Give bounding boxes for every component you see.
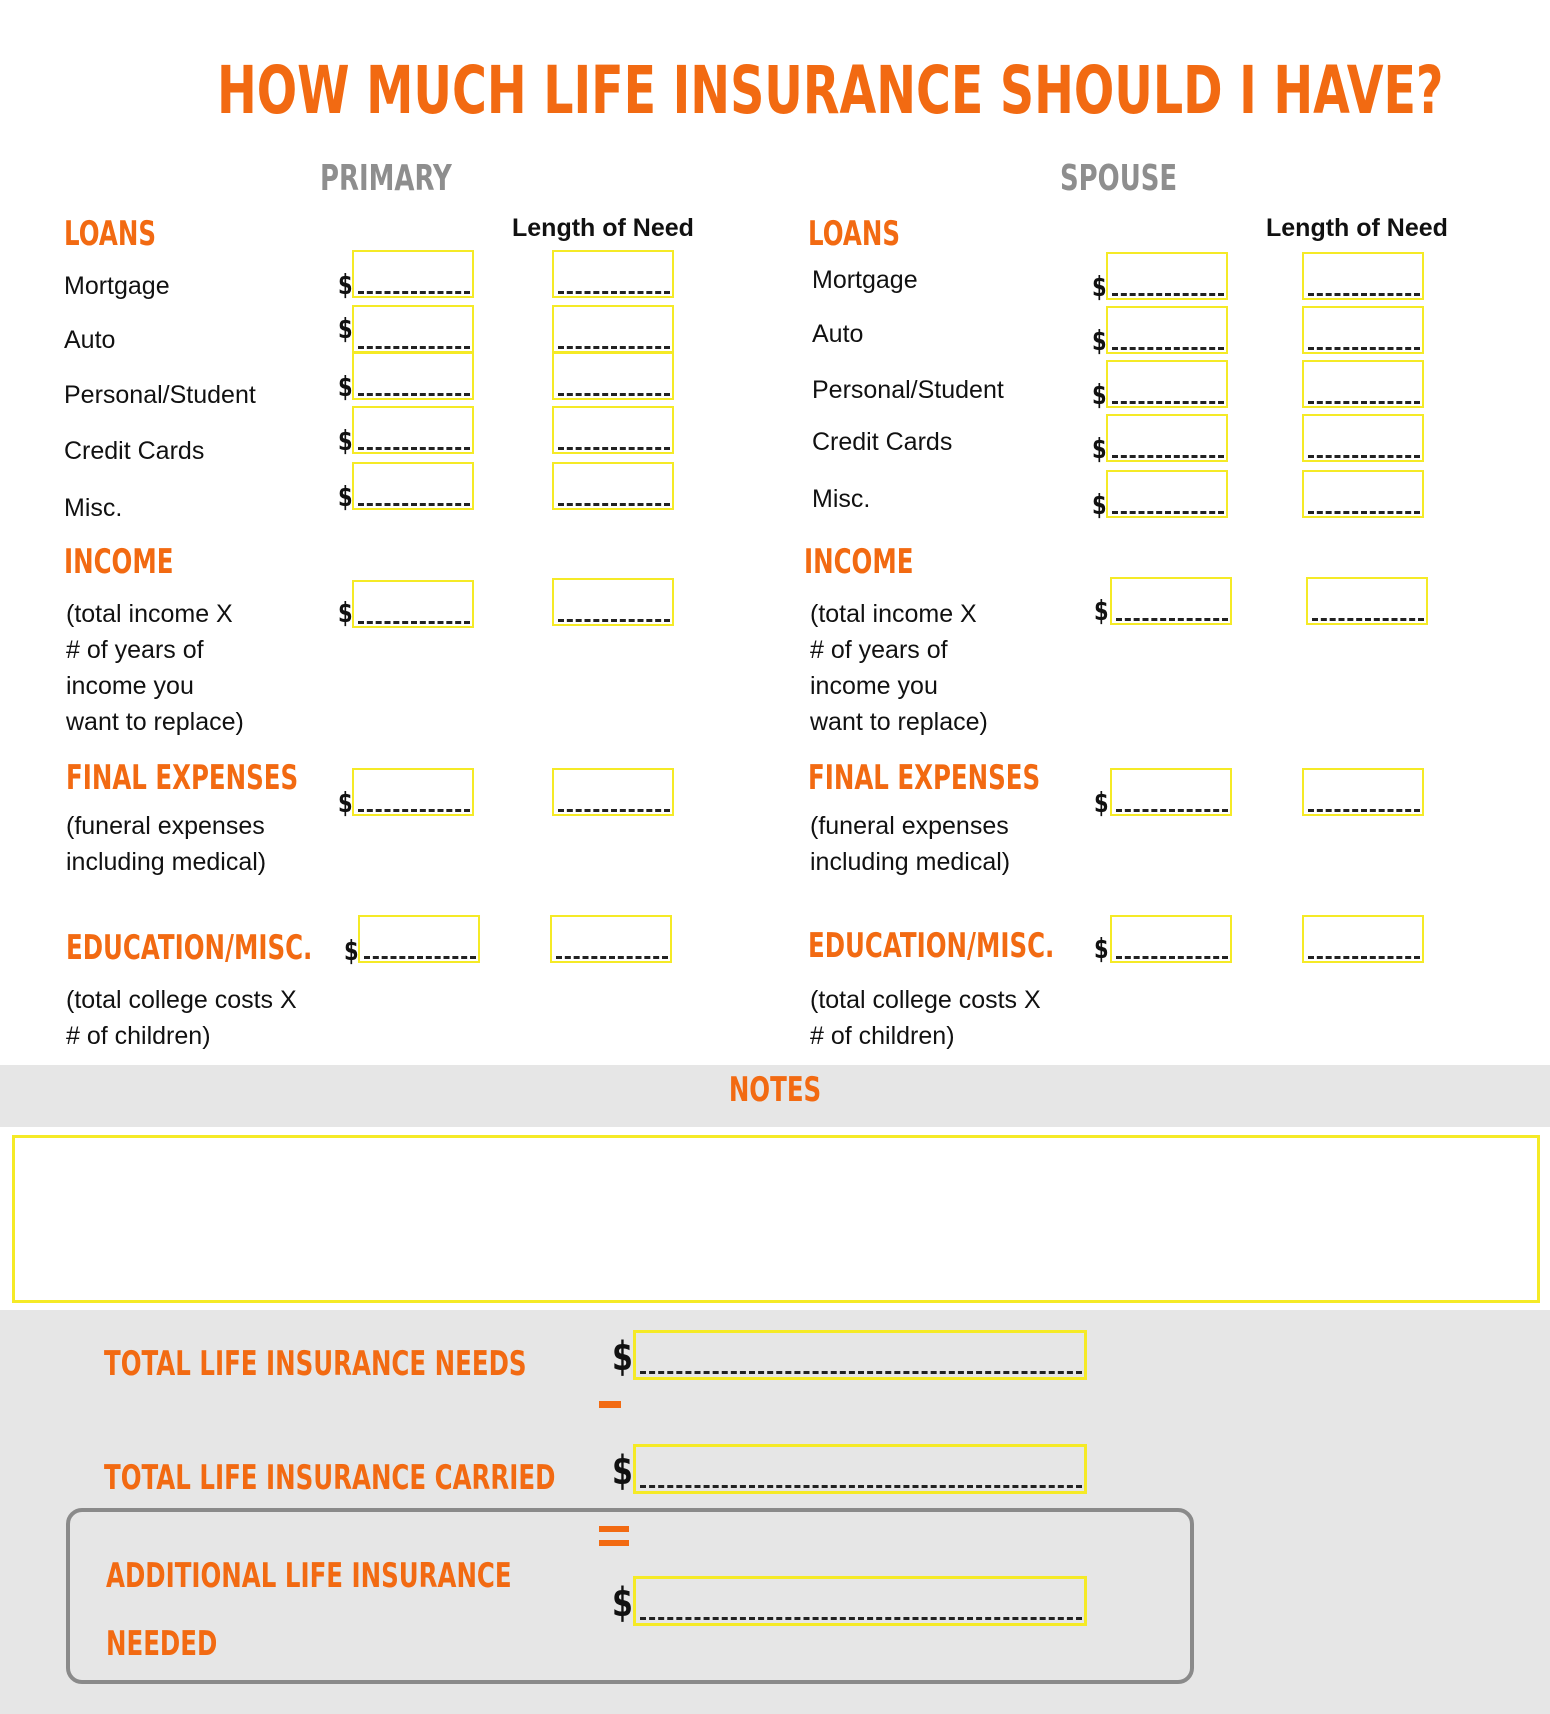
primary-auto-length-field[interactable] [552, 305, 674, 353]
primary-misc-length-field[interactable] [552, 462, 674, 510]
total-carried-label: TOTAL LIFE INSURANCE CARRIED [104, 1458, 556, 1498]
equals-operator [599, 1526, 629, 1548]
primary-education-length-field[interactable] [550, 915, 672, 963]
total-carried-field[interactable] [633, 1444, 1087, 1494]
spouse-column-heading: SPOUSE [1060, 158, 1178, 199]
spouse-misc-amount-field[interactable] [1106, 470, 1228, 518]
primary-final-length-field[interactable] [552, 768, 674, 816]
primary-auto-amount-field[interactable] [352, 305, 474, 353]
spouse-income-description: (total income X # of years of income you want to replace) [810, 600, 988, 736]
spouse-mortgage-length-field[interactable] [1302, 252, 1424, 300]
primary-loan-label-misc: Misc. [64, 494, 123, 522]
primary-mortgage-amount-field[interactable] [352, 250, 474, 298]
spouse-education-amount-field[interactable] [1110, 915, 1232, 963]
notes-textarea[interactable] [12, 1135, 1540, 1303]
primary-personal-dollar-sign: $ [338, 370, 353, 403]
spouse-education-description: (total college costs X # of children) [810, 986, 1041, 1050]
primary-misc-dollar-sign: $ [338, 480, 353, 513]
spouse-personal-dollar-sign: $ [1092, 378, 1107, 411]
spouse-mortgage-dollar-sign: $ [1092, 270, 1107, 303]
notes-heading: NOTES [728, 1070, 822, 1110]
spouse-personal-amount-field[interactable] [1106, 360, 1228, 408]
primary-loan-label-auto: Auto [64, 326, 116, 354]
spouse-credit-length-field[interactable] [1302, 414, 1424, 462]
primary-final-dollar-sign: $ [338, 786, 353, 819]
primary-auto-dollar-sign: $ [338, 312, 353, 345]
primary-credit-amount-field[interactable] [352, 406, 474, 454]
primary-mortgage-dollar-sign: $ [338, 268, 353, 301]
total-needs-dollar-sign: $ [612, 1334, 633, 1380]
page-title: HOW MUCH LIFE INSURANCE SHOULD I HAVE? [217, 52, 1444, 129]
primary-education-amount-field[interactable] [358, 915, 480, 963]
additional-needed-label-line2: NEEDED [106, 1624, 218, 1664]
spouse-misc-length-field[interactable] [1302, 470, 1424, 518]
primary-loan-label-credit-cards: Credit Cards [64, 437, 205, 465]
spouse-education-length-field[interactable] [1302, 915, 1424, 963]
spouse-loan-label-personal-student: Personal/Student [812, 376, 1004, 404]
spouse-loan-label-credit-cards: Credit Cards [812, 428, 953, 456]
primary-loan-label-personal-student: Personal/Student [64, 381, 256, 409]
total-carried-dollar-sign: $ [612, 1448, 633, 1494]
primary-final-expenses-description: (funeral expenses including medical) [66, 812, 267, 876]
minus-operator [599, 1401, 621, 1408]
spouse-income-dollar-sign: $ [1094, 594, 1109, 627]
spouse-auto-amount-field[interactable] [1106, 306, 1228, 354]
primary-education-heading: EDUCATION/MISC. [66, 928, 313, 968]
spouse-final-expenses-heading: FINAL EXPENSES [808, 758, 1041, 798]
spouse-final-length-field[interactable] [1302, 768, 1424, 816]
spouse-income-heading: INCOME [804, 542, 914, 582]
spouse-personal-length-field[interactable] [1302, 360, 1424, 408]
spouse-final-expenses-description: (funeral expenses including medical) [810, 812, 1011, 876]
primary-credit-dollar-sign: $ [338, 424, 353, 457]
spouse-mortgage-amount-field[interactable] [1106, 252, 1228, 300]
primary-income-description: (total income X # of years of income you want to replace) [66, 600, 244, 736]
primary-credit-length-field[interactable] [552, 406, 674, 454]
primary-personal-amount-field[interactable] [352, 352, 474, 400]
spouse-education-dollar-sign: $ [1094, 932, 1109, 965]
additional-needed-dollar-sign: $ [612, 1580, 633, 1626]
spouse-final-dollar-sign: $ [1094, 786, 1109, 819]
total-needs-label: TOTAL LIFE INSURANCE NEEDS [104, 1344, 527, 1384]
spouse-final-amount-field[interactable] [1110, 768, 1232, 816]
spouse-loan-label-mortgage: Mortgage [812, 266, 918, 294]
primary-misc-amount-field[interactable] [352, 462, 474, 510]
total-needs-field[interactable] [633, 1330, 1087, 1380]
spouse-loan-label-auto: Auto [812, 320, 864, 348]
primary-final-amount-field[interactable] [352, 768, 474, 816]
spouse-misc-dollar-sign: $ [1092, 488, 1107, 521]
primary-mortgage-length-field[interactable] [552, 250, 674, 298]
spouse-income-length-field[interactable] [1306, 577, 1428, 625]
spouse-auto-dollar-sign: $ [1092, 324, 1107, 357]
primary-income-length-field[interactable] [552, 578, 674, 626]
spouse-loan-label-misc: Misc. [812, 485, 871, 513]
primary-length-of-need-heading: Length of Need [512, 214, 694, 242]
spouse-education-heading: EDUCATION/MISC. [808, 926, 1055, 966]
spouse-length-of-need-heading: Length of Need [1266, 214, 1448, 242]
primary-income-amount-field[interactable] [352, 580, 474, 628]
primary-loans-heading: LOANS [64, 214, 156, 254]
primary-income-dollar-sign: $ [338, 596, 353, 629]
primary-loan-label-mortgage: Mortgage [64, 272, 170, 300]
spouse-credit-dollar-sign: $ [1092, 432, 1107, 465]
primary-income-heading: INCOME [64, 542, 174, 582]
primary-education-dollar-sign: $ [344, 934, 359, 967]
primary-final-expenses-heading: FINAL EXPENSES [66, 758, 299, 798]
spouse-auto-length-field[interactable] [1302, 306, 1424, 354]
primary-column-heading: PRIMARY [320, 158, 452, 199]
spouse-credit-amount-field[interactable] [1106, 414, 1228, 462]
additional-needed-label-line1: ADDITIONAL LIFE INSURANCE [106, 1556, 512, 1596]
primary-education-description: (total college costs X # of children) [66, 986, 297, 1050]
spouse-income-amount-field[interactable] [1110, 577, 1232, 625]
spouse-loans-heading: LOANS [808, 214, 900, 254]
primary-personal-length-field[interactable] [552, 352, 674, 400]
additional-needed-field[interactable] [633, 1576, 1087, 1626]
